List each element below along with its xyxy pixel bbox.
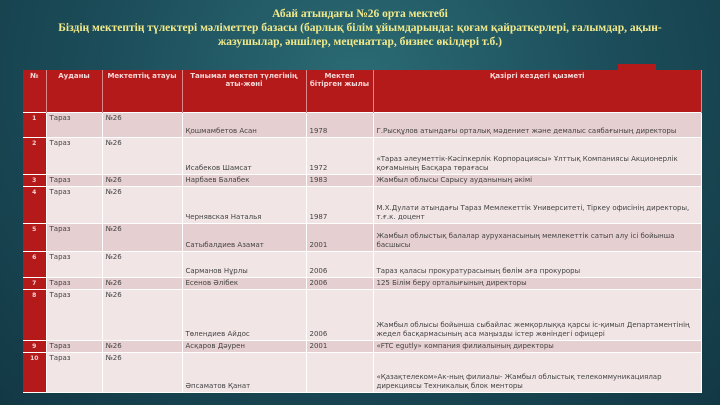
row-number: 1 [23,112,46,137]
table-row [23,277,702,289]
name-cell: Сарманов Нұрлы [182,251,306,277]
year-cell: 2006 [306,251,373,277]
name-cell: Төлендиев Айдос [182,289,306,340]
district-cell: Тараз [46,352,102,392]
name-cell: Әпсаматов Қанат [182,352,306,392]
row-number: 8 [23,289,46,340]
school-cell: №26 [102,340,182,352]
page-title [0,7,720,49]
header-year: Мектеп бітірген жылы [306,70,373,112]
job-cell: Г.Рысқұлов атындағы орталық мәдениет және демалыс саябағының директоры [373,112,702,137]
year-cell: 1972 [306,137,373,174]
school-cell: №26 [102,112,182,137]
row-number: 3 [23,174,46,186]
table-row [23,174,702,186]
school-cell: №26 [102,137,182,174]
name-cell: Исабеков Шамсат [182,137,306,174]
district-cell: Тараз [46,251,102,277]
header-job: Қазіргі кездегі қызметі [373,70,702,112]
name-cell: Чернявская Наталья [182,186,306,223]
school-cell: №26 [102,251,182,277]
job-cell: Тараз қаласы прокуратурасының бөлім аға прокуроры [373,251,702,277]
table-row [23,137,702,174]
district-cell: Тараз [46,289,102,340]
job-cell: Жамбыл облысы Сарысу ауданының әкімі [373,174,702,186]
year-cell: 2001 [306,340,373,352]
row-number: 2 [23,137,46,174]
school-cell: №26 [102,352,182,392]
row-number: 9 [23,340,46,352]
table-row [23,251,702,277]
district-cell: Тараз [46,112,102,137]
year-cell: 2001 [306,223,373,251]
district-cell: Тараз [46,277,102,289]
year-cell: 1987 [306,186,373,223]
school-cell: №26 [102,289,182,340]
year-cell [306,352,373,392]
job-cell: 125 Білім беру орталығының директоры [373,277,702,289]
year-cell: 2006 [306,289,373,340]
year-cell: 1978 [306,112,373,137]
school-cell: №26 [102,223,182,251]
district-cell: Тараз [46,186,102,223]
header-num: № [23,70,46,112]
name-cell: Қошмамбетов Асан [182,112,306,137]
table-row [23,112,702,137]
title-line-2: Біздің мектептің түлектері мәліметтер базасы (барлық білім ұйымдарында: қоғам қайраткерлері, ғалымдар, ақын-жазушылар, әншілер, меценаттар, бизнес өкілдері т.б.) [58,22,662,48]
job-cell: Жамбыл облыстық балалар ауруханасының мемлекеттік сатып алу ісі бойынша басшысы [373,223,702,251]
row-number: 5 [23,223,46,251]
district-cell: Тараз [46,174,102,186]
alumni-table [23,70,702,393]
row-number: 6 [23,251,46,277]
header-name: Танымал мектеп түлегінің аты-жөні [182,70,306,112]
row-number: 4 [23,186,46,223]
district-cell: Тараз [46,137,102,174]
table-row [23,352,702,392]
table-row [23,186,702,223]
header-row [23,70,702,112]
year-cell: 1983 [306,174,373,186]
job-cell: «FTC egutly» компания филиалының директоры [373,340,702,352]
district-cell: Тараз [46,340,102,352]
name-cell: Нарбаев Балабек [182,174,306,186]
row-number: 10 [23,352,46,392]
table-row [23,223,702,251]
job-cell: «Тараз әлеуметтік-Кәсіпкерлік Корпорациясы» Ұлттық Компаниясы Акционерлік қоғамының Басқара төрағасы [373,137,702,174]
table-row [23,289,702,340]
job-cell: «Қазақтелеком»Ак-ның филиалы- Жамбыл облыстық телекоммуникациялар дирекциясы Техникалық блок менторы [373,352,702,392]
name-cell: Асқаров Дәурен [182,340,306,352]
table-row [23,340,702,352]
year-cell: 2006 [306,277,373,289]
header-district: Ауданы [46,70,102,112]
school-cell: №26 [102,277,182,289]
name-cell: Есенов Әлібек [182,277,306,289]
name-cell: Сатыбалдиев Азамат [182,223,306,251]
district-cell: Тараз [46,223,102,251]
row-number: 7 [23,277,46,289]
header-school: Мектептің атауы [102,70,182,112]
job-cell: Жамбыл облысы бойынша сыбайлас жемқорлыққа қарсы іс-қимыл Департаментінің жедел басқармасының аса маңызды істер жөніндегі офицері [373,289,702,340]
school-cell: №26 [102,174,182,186]
school-cell: №26 [102,186,182,223]
title-line-1: Абай атындағы №26 орта мектебі [272,8,448,20]
job-cell: М.Х.Дулати атындағы Тараз Мемлекеттік Университеті, Тіркеу офисінің директоры, т.ғ.к. доцент [373,186,702,223]
